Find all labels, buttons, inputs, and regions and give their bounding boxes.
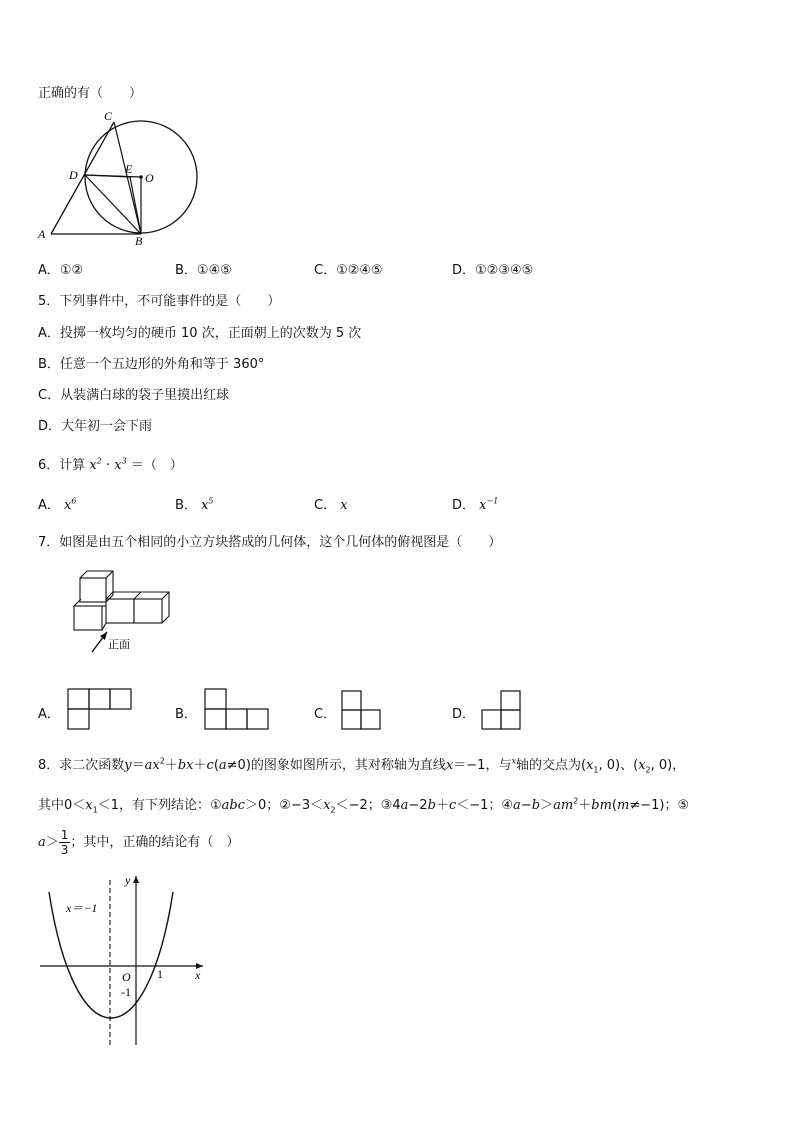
label-E: E bbox=[125, 162, 133, 176]
origin-label: O bbox=[122, 970, 131, 984]
q8-line-2: 其中$0<x_1<1$，有下列结论：①abc＞0；$②-3<x_2<-2$；③4a−2b＋c＜−1；$④a-b>am^2+bm(m\ne-1)$；⑤ bbox=[38, 796, 690, 815]
q7-option-c-figure[interactable] bbox=[341, 690, 383, 732]
q4-circle-figure bbox=[30, 105, 210, 250]
q6-option-a[interactable]: A． $x^6$ bbox=[38, 496, 77, 513]
q7-option-b[interactable]: B． bbox=[175, 707, 197, 722]
label-O: O bbox=[145, 171, 154, 185]
q7-stem: 7．如图是由五个相同的小立方块搭成的几何体，这个几何体的俯视图是（ ） bbox=[38, 535, 502, 550]
q7-option-d-figure[interactable] bbox=[481, 690, 523, 732]
q7-option-b-figure[interactable] bbox=[204, 688, 270, 730]
q6-option-b[interactable]: B． $x^5$ bbox=[175, 496, 214, 513]
q7-option-d[interactable]: D． bbox=[452, 707, 476, 722]
q7-option-a[interactable]: A． bbox=[38, 707, 60, 722]
q4-tail: 正确的有（ ） bbox=[38, 86, 143, 101]
q7-cube-figure bbox=[70, 568, 180, 658]
x-axis-label: x bbox=[195, 968, 201, 982]
y-axis-label: y bbox=[125, 873, 131, 887]
q6-option-c[interactable]: C． x bbox=[314, 498, 348, 513]
q8-parabola-graph bbox=[35, 870, 215, 1050]
q5-stem: 5．下列事件中，不可能事件的是（ ） bbox=[38, 294, 281, 309]
symmetry-label: x＝−1 bbox=[66, 901, 98, 915]
q6-option-d[interactable]: D． $x^{-1}$ bbox=[452, 496, 499, 513]
q7-option-c[interactable]: C． bbox=[314, 707, 337, 722]
q6-stem: 6．计算 $x^2 \cdot x^3$ ＝（ ） bbox=[38, 456, 183, 473]
tick-neg1: -1 bbox=[121, 985, 131, 999]
q8-line-3: a＞ $\frac{1}{3}$ ；其中，正确的结论有（ ） bbox=[38, 828, 240, 857]
label-A: A bbox=[38, 227, 46, 241]
label-D: D bbox=[69, 168, 78, 182]
tick-1: 1 bbox=[157, 967, 163, 981]
q7-option-a-figure[interactable] bbox=[67, 688, 133, 730]
q4-option-d[interactable]: D．①②③④⑤ bbox=[452, 263, 534, 278]
q5-option-c[interactable]: C．从装满白球的袋子里摸出红球 bbox=[38, 388, 230, 403]
label-C: C bbox=[104, 109, 113, 123]
q5-option-d[interactable]: D．大年初一会下雨 bbox=[38, 419, 153, 434]
q4-option-c[interactable]: C．①②④⑤ bbox=[314, 263, 383, 278]
q5-option-a[interactable]: A．投掷一枚均匀的硬币 10 次，正面朝上的次数为 5 次 bbox=[38, 326, 362, 341]
label-B: B bbox=[135, 234, 143, 248]
front-label: 正面 bbox=[108, 638, 130, 651]
q4-option-a[interactable]: A．①② bbox=[38, 263, 84, 278]
q5-option-b[interactable]: B．任意一个五边形的外角和等于 360° bbox=[38, 357, 265, 372]
q4-option-b[interactable]: B．①④⑤ bbox=[175, 263, 232, 278]
q8-line-1: 8．求二次函数$y=ax^2+bx+c(a\ne 0)$的图象如图所示，其对称轴为直线x＝−1，与$^x$轴的交点为($x_1$, 0)、($x_2$, 0)， bbox=[38, 756, 686, 775]
